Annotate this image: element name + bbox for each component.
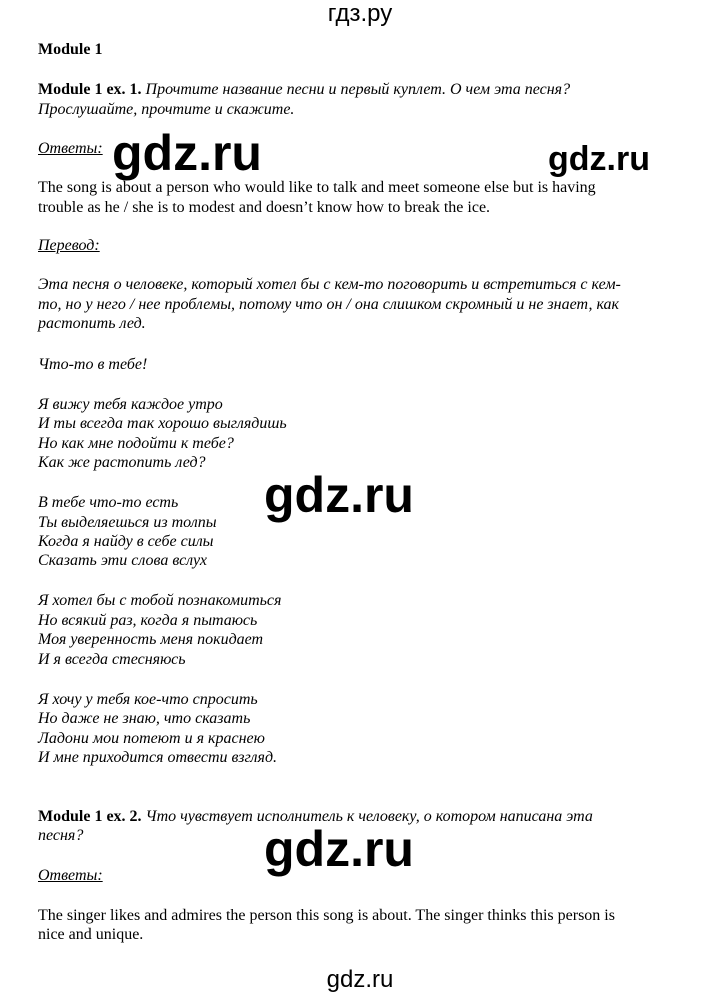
ex2-answer-line: The singer likes and admires the person this song is about. The singer thinks this person is [38,907,615,924]
ex1-answers-label: Ответы: [38,140,103,157]
ex2-task-line [38,807,593,827]
ex2-label: Module 1 ex. 2. [38,808,142,825]
ex2-task-line-2: песня? [38,827,84,844]
site-header: гдз.ру [327,0,393,27]
verse-line: И мне приходится отвести взгляд. [38,749,278,766]
verse-line: Сказать эти слова вслух [38,552,207,569]
ex1-translation-line: то, но у него / нее проблемы, потому что он / она слишком скромный и не знает, как [38,296,620,313]
ex1-translation-label: Перевод: [38,237,100,254]
verse-line: Но как мне подойти к тебе? [38,435,234,452]
ex1-translation-line: растопить лед. [38,315,146,332]
ex1-answer-line: trouble as he / she is to modest and doesn’t know how to break the ice. [38,199,491,216]
verse-line: И я всегда стесняюсь [38,651,186,668]
verse-line: Как же растопить лед? [38,454,206,471]
ex1-task-text: Прочтите название песни и первый куплет. О чем эта песня? [141,81,571,98]
verse-line: Но даже не знаю, что сказать [38,710,251,727]
verse-line: Моя уверенность меня покидает [38,631,264,648]
verse-line: Ладони мои потеют и я краснею [38,730,265,747]
ex1-answer-line: The song is about a person who would like to talk and meet someone else but is having [38,179,596,196]
ex1-translation-line: Эта песня о человеке, который хотел бы с кем-то поговорить и встретиться с кем- [38,276,621,293]
verse-line: Я вижу тебя каждое утро [38,396,223,413]
verse-line: В тебе что-то есть [38,494,179,511]
verse-line: Я хочу у тебя кое-что спросить [38,691,258,708]
watermark: gdz.ru [548,140,650,178]
ex2-task-text: Что чувствует исполнитель к человеку, о котором написана эта [141,808,593,825]
ex1-task-line [38,80,570,100]
watermark: gdz.ru [264,821,414,877]
verse-line: Я хотел бы с тобой познакомиться [38,592,282,609]
verse-line: Ты выделяешься из толпы [38,514,217,531]
ex2-answer-line: nice and unique. [38,926,144,943]
watermark: gdz.ru [264,467,414,523]
watermark: gdz.ru [112,125,262,181]
site-footer: gdz.ru [326,966,394,993]
ex2-answers-label: Ответы: [38,867,103,884]
ex1-label: Module 1 ex. 1. [38,81,142,98]
ex1-task-line-2: Прослушайте, прочтите и скажите. [38,101,295,118]
verse-line: Но всякий раз, когда я пытаюсь [38,612,258,629]
verse-line: И ты всегда так хорошо выглядишь [38,415,287,432]
module-title: Module 1 [38,41,103,58]
song-title: Что-то в тебе! [38,356,148,373]
verse-line: Когда я найду в себе силы [38,533,214,550]
